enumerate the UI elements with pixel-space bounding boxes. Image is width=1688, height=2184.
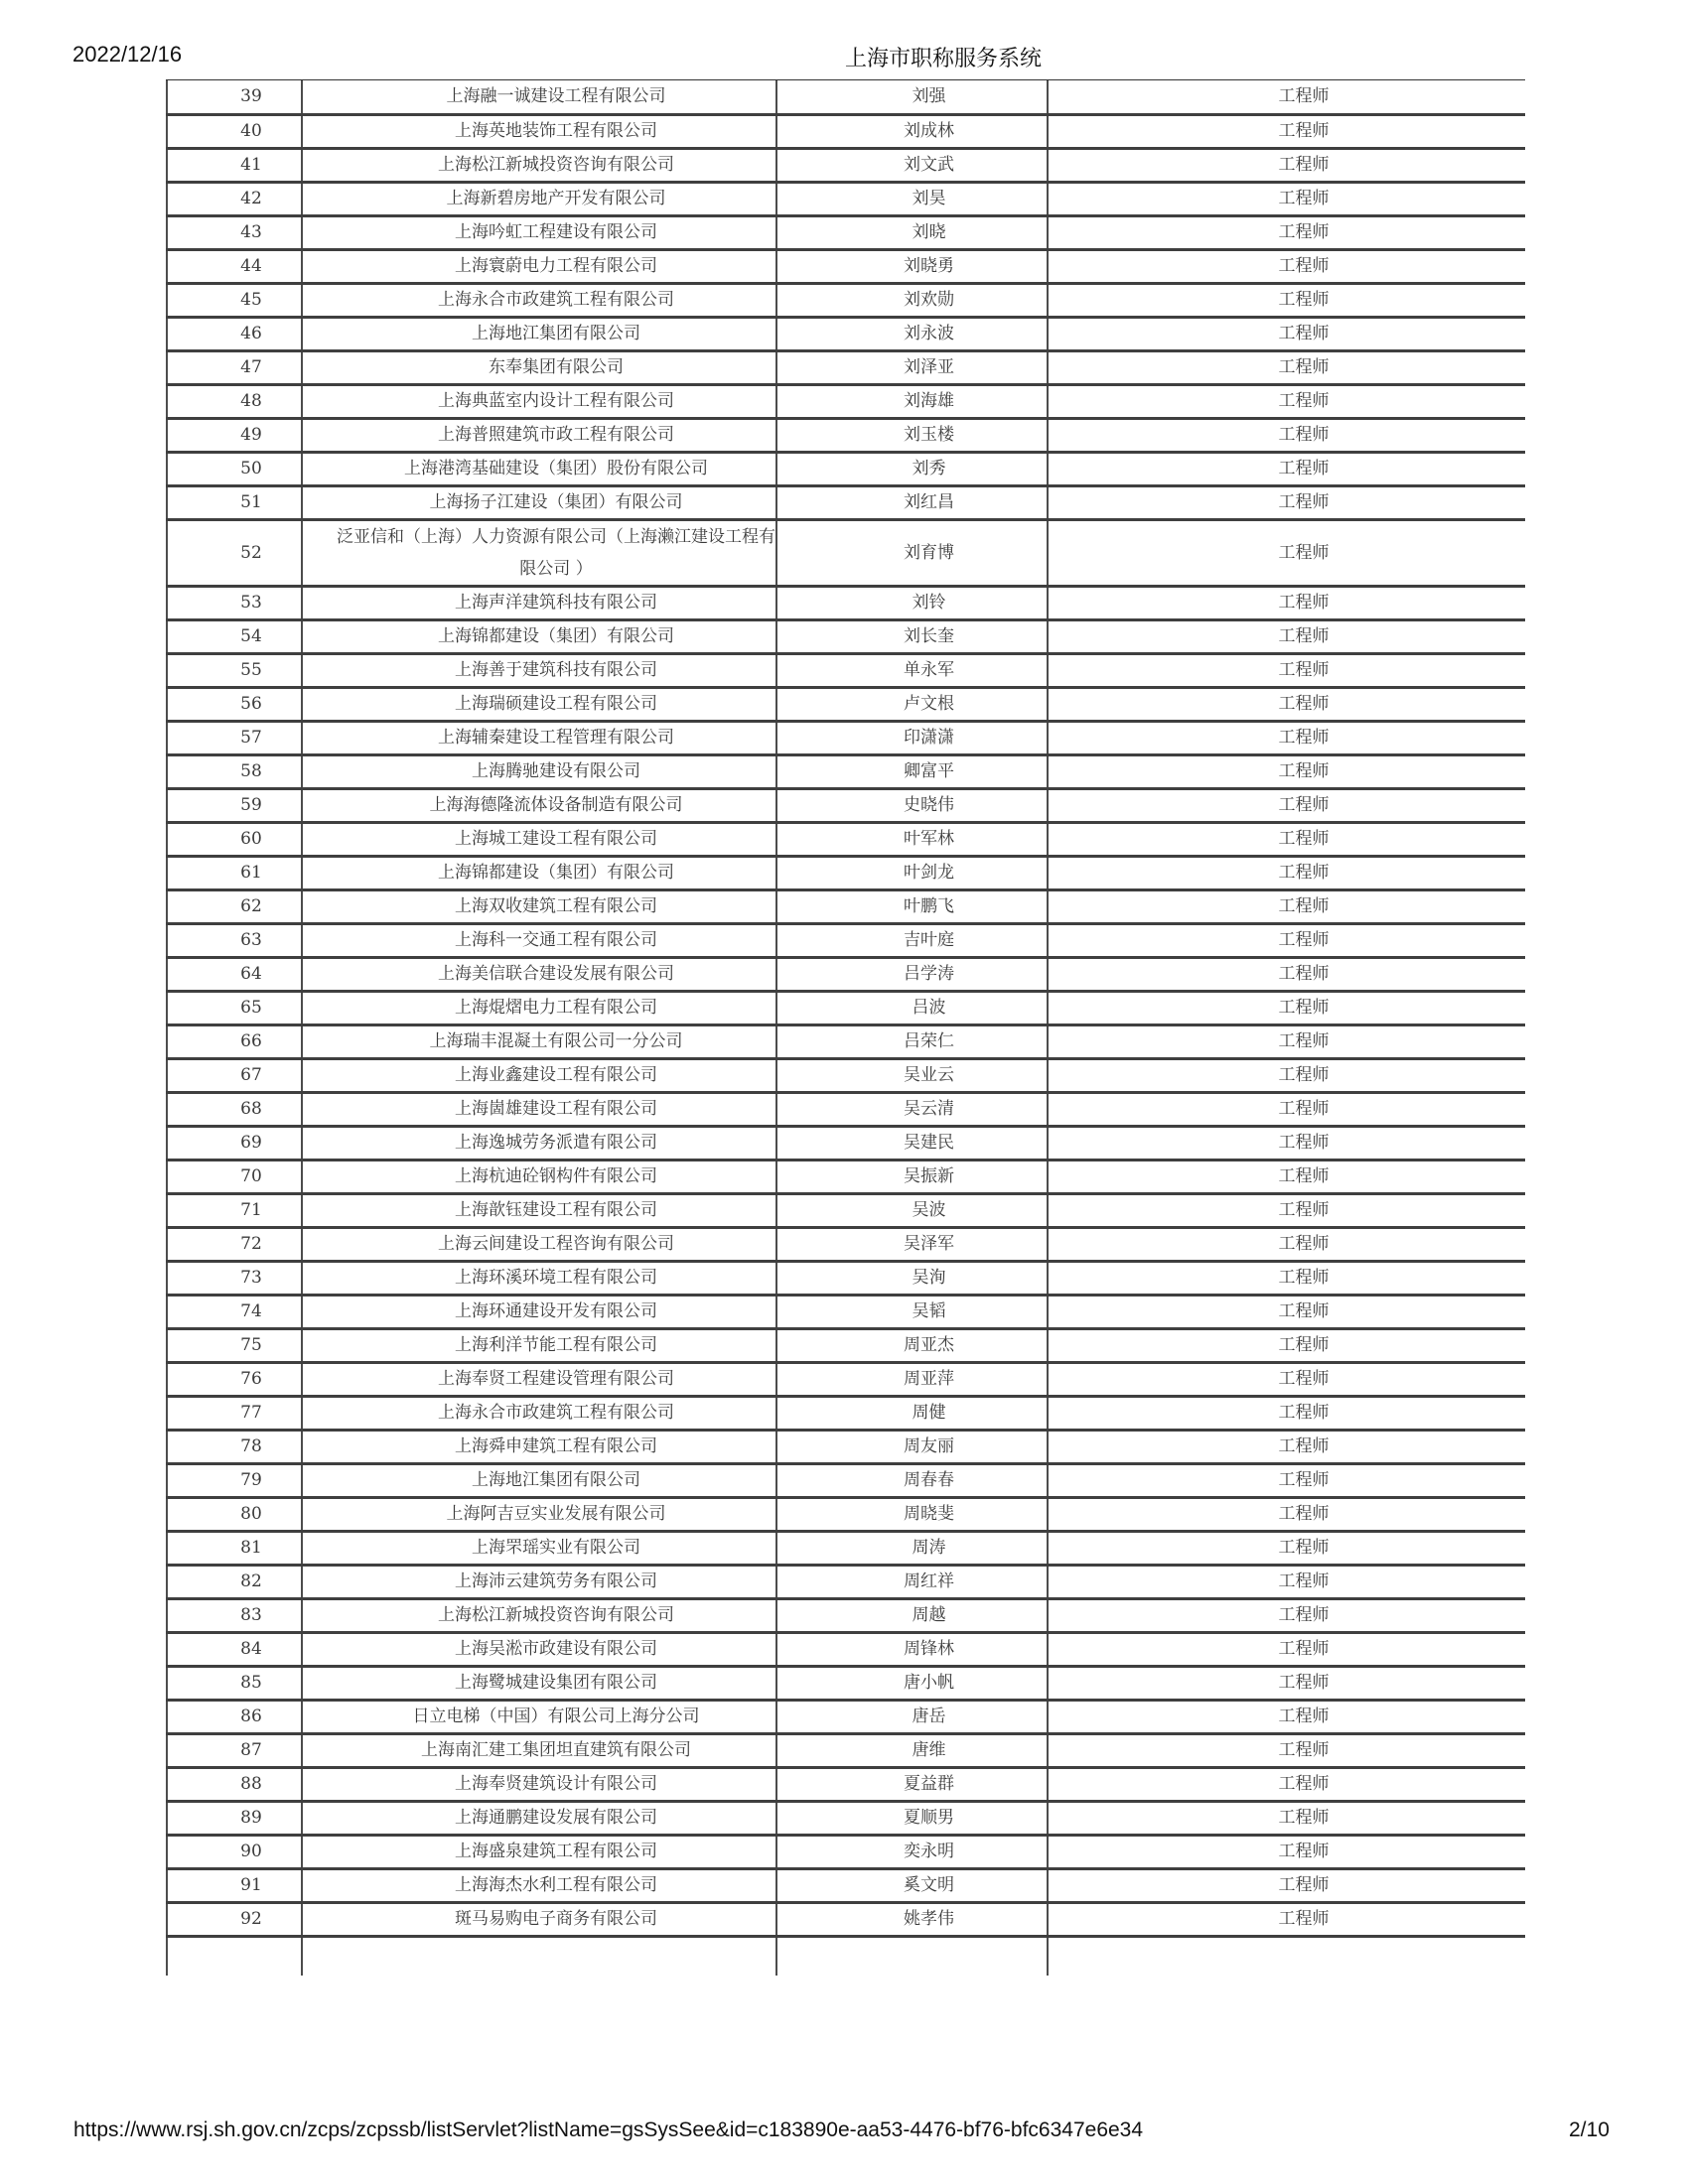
table-row xyxy=(167,1058,1525,1092)
company-cell: 上海奉贤建筑设计有限公司 xyxy=(302,1767,776,1801)
person-name-cell: 刘秀 xyxy=(776,452,1048,485)
table-row xyxy=(167,519,1525,586)
professional-title-cell: 工程师 xyxy=(1048,1801,1525,1835)
row-number-cell: 86 xyxy=(167,1700,302,1733)
company-cell: 上海双收建筑工程有限公司 xyxy=(302,889,776,923)
table-row xyxy=(167,1531,1525,1565)
table-row xyxy=(167,1430,1525,1463)
table-row xyxy=(167,215,1525,249)
company-cell: 上海通鹏建设发展有限公司 xyxy=(302,1801,776,1835)
person-name-cell: 叶鹏飞 xyxy=(776,889,1048,923)
person-name-cell: 吴业云 xyxy=(776,1058,1048,1092)
company-cell: 上海奉贤工程建设管理有限公司 xyxy=(302,1362,776,1396)
table-row xyxy=(167,452,1525,485)
professional-title-cell: 工程师 xyxy=(1048,148,1525,182)
result-table xyxy=(166,80,1525,1976)
table-row xyxy=(167,114,1525,148)
table-row xyxy=(167,1632,1525,1666)
page-title: 上海市职称服务系统 xyxy=(844,47,1042,71)
row-number-cell: 92 xyxy=(167,1902,302,1936)
row-number-cell: 76 xyxy=(167,1362,302,1396)
company-cell: 上海海德隆流体设备制造有限公司 xyxy=(302,788,776,822)
person-name-cell: 唐维 xyxy=(776,1733,1048,1767)
professional-title-cell: 工程师 xyxy=(1048,1160,1525,1193)
company-cell: 上海吟虹工程建设有限公司 xyxy=(302,215,776,249)
person-name-cell: 史晓伟 xyxy=(776,788,1048,822)
person-name-cell: 叶军林 xyxy=(776,822,1048,856)
professional-title-cell: 工程师 xyxy=(1048,1767,1525,1801)
row-number-cell: 46 xyxy=(167,317,302,350)
professional-title-cell: 工程师 xyxy=(1048,1430,1525,1463)
table-row xyxy=(167,1565,1525,1598)
company-cell: 上海寰蔚电力工程有限公司 xyxy=(302,249,776,283)
professional-title-cell: 工程师 xyxy=(1048,1463,1525,1497)
professional-title-cell: 工程师 xyxy=(1048,687,1525,721)
company-cell: 上海地江集团有限公司 xyxy=(302,1463,776,1497)
company-cell: 上海永合市政建筑工程有限公司 xyxy=(302,1396,776,1430)
company-cell: 上海瑞硕建设工程有限公司 xyxy=(302,687,776,721)
person-name-cell: 周越 xyxy=(776,1598,1048,1632)
person-name-cell: 刘铃 xyxy=(776,586,1048,619)
table-row xyxy=(167,822,1525,856)
professional-title-cell: 工程师 xyxy=(1048,1328,1525,1362)
professional-title-cell: 工程师 xyxy=(1048,1902,1525,1936)
row-number-cell: 78 xyxy=(167,1430,302,1463)
professional-title-cell: 工程师 xyxy=(1048,249,1525,283)
professional-title-cell: 工程师 xyxy=(1048,889,1525,923)
company-cell: 上海腾驰建设有限公司 xyxy=(302,754,776,788)
row-number-cell: 67 xyxy=(167,1058,302,1092)
table-row xyxy=(167,991,1525,1024)
professional-title-cell: 工程师 xyxy=(1048,586,1525,619)
row-number-cell: 62 xyxy=(167,889,302,923)
company-cell: 斑马易购电子商务有限公司 xyxy=(302,1902,776,1936)
company-cell: 上海业鑫建设工程有限公司 xyxy=(302,1058,776,1092)
row-number-cell: 73 xyxy=(167,1261,302,1295)
row-number-cell: 55 xyxy=(167,653,302,687)
row-number-cell: 61 xyxy=(167,856,302,889)
table-row xyxy=(167,350,1525,384)
row-number-cell: 81 xyxy=(167,1531,302,1565)
row-number-cell: 80 xyxy=(167,1497,302,1531)
person-name-cell: 刘文武 xyxy=(776,148,1048,182)
row-number-cell: 77 xyxy=(167,1396,302,1430)
row-number-cell: 49 xyxy=(167,418,302,452)
row-number-cell: 83 xyxy=(167,1598,302,1632)
table-row xyxy=(167,619,1525,653)
row-number-cell: 43 xyxy=(167,215,302,249)
person-name-cell: 夏益群 xyxy=(776,1767,1048,1801)
company-cell: 上海瑞丰混凝土有限公司一分公司 xyxy=(302,1024,776,1058)
company-cell: 上海海杰水利工程有限公司 xyxy=(302,1868,776,1902)
row-number-cell: 85 xyxy=(167,1666,302,1700)
table-row xyxy=(167,1902,1525,1936)
company-cell: 上海罘瑶实业有限公司 xyxy=(302,1531,776,1565)
row-number-cell: 53 xyxy=(167,586,302,619)
professional-title-cell: 工程师 xyxy=(1048,1227,1525,1261)
table-row xyxy=(167,80,1525,114)
company-cell: 上海崮雄建设工程有限公司 xyxy=(302,1092,776,1126)
professional-title-cell: 工程师 xyxy=(1048,283,1525,317)
person-name-cell: 刘红昌 xyxy=(776,485,1048,519)
person-name-cell: 唐小帆 xyxy=(776,1666,1048,1700)
professional-title-cell: 工程师 xyxy=(1048,1868,1525,1902)
person-name-cell: 周锋林 xyxy=(776,1632,1048,1666)
person-name-cell: 吴建民 xyxy=(776,1126,1048,1160)
table-row xyxy=(167,1868,1525,1902)
person-name-cell: 刘长奎 xyxy=(776,619,1048,653)
company-cell: 泛亚信和（上海）人力资源有限公司（上海濑江建设工程有限公司 ） xyxy=(302,519,776,586)
person-name-cell: 吴振新 xyxy=(776,1160,1048,1193)
company-cell: 上海港湾基础建设（集团）股份有限公司 xyxy=(302,452,776,485)
row-number-cell: 58 xyxy=(167,754,302,788)
table-row xyxy=(167,957,1525,991)
person-name-cell: 奕永明 xyxy=(776,1835,1048,1868)
person-name-cell: 奚文明 xyxy=(776,1868,1048,1902)
table-row xyxy=(167,418,1525,452)
table-row xyxy=(167,1396,1525,1430)
table-row xyxy=(167,1733,1525,1767)
row-number-cell: 41 xyxy=(167,148,302,182)
professional-title-cell: 工程师 xyxy=(1048,182,1525,215)
professional-title-cell: 工程师 xyxy=(1048,114,1525,148)
person-name-cell: 刘成林 xyxy=(776,114,1048,148)
person-name-cell: 周涛 xyxy=(776,1531,1048,1565)
professional-title-cell: 工程师 xyxy=(1048,1666,1525,1700)
row-number-cell: 48 xyxy=(167,384,302,418)
table-row xyxy=(167,249,1525,283)
company-cell: 上海沛云建筑劳务有限公司 xyxy=(302,1565,776,1598)
table-row xyxy=(167,1227,1525,1261)
row-number-cell: 79 xyxy=(167,1463,302,1497)
company-cell: 上海锦都建设（集团）有限公司 xyxy=(302,619,776,653)
company-cell: 上海融一诚建设工程有限公司 xyxy=(302,80,776,114)
professional-title-cell: 工程师 xyxy=(1048,923,1525,957)
person-name-cell: 印潇潇 xyxy=(776,721,1048,754)
company-cell: 上海盛泉建筑工程有限公司 xyxy=(302,1835,776,1868)
print-date: 2022/12/16 xyxy=(72,42,183,67)
table-row xyxy=(167,317,1525,350)
row-number-cell: 88 xyxy=(167,1767,302,1801)
row-number-cell: 60 xyxy=(167,822,302,856)
company-cell: 上海松江新城投资咨询有限公司 xyxy=(302,148,776,182)
person-name-cell: 夏顺男 xyxy=(776,1801,1048,1835)
person-name-cell: 吕学涛 xyxy=(776,957,1048,991)
professional-title-cell: 工程师 xyxy=(1048,1295,1525,1328)
company-cell: 上海扬子江建设（集团）有限公司 xyxy=(302,485,776,519)
person-name-cell: 刘玉楼 xyxy=(776,418,1048,452)
person-name-cell: 叶剑龙 xyxy=(776,856,1048,889)
row-number-cell: 66 xyxy=(167,1024,302,1058)
company-cell: 上海普照建筑市政工程有限公司 xyxy=(302,418,776,452)
company-cell: 上海英地装饰工程有限公司 xyxy=(302,114,776,148)
professional-title-cell: 工程师 xyxy=(1048,856,1525,889)
row-number-cell: 57 xyxy=(167,721,302,754)
table-row xyxy=(167,1497,1525,1531)
person-name-cell: 刘泽亚 xyxy=(776,350,1048,384)
professional-title-cell: 工程师 xyxy=(1048,957,1525,991)
professional-title-cell: 工程师 xyxy=(1048,485,1525,519)
person-name-cell: 吴云清 xyxy=(776,1092,1048,1126)
page-url: https://www.rsj.sh.gov.cn/zcps/zcpssb/listServlet?listName=gsSysSee&id=c183890e-aa53-4476-bf76-bfc6347e6e34 xyxy=(73,2118,1144,2141)
row-number-cell: 71 xyxy=(167,1193,302,1227)
empty-cell xyxy=(776,1936,1048,1976)
company-cell: 上海吴淞市政建设有限公司 xyxy=(302,1632,776,1666)
professional-title-cell: 工程师 xyxy=(1048,1058,1525,1092)
person-name-cell: 吴韬 xyxy=(776,1295,1048,1328)
professional-title-cell: 工程师 xyxy=(1048,1193,1525,1227)
professional-title-cell: 工程师 xyxy=(1048,1835,1525,1868)
professional-title-cell: 工程师 xyxy=(1048,1024,1525,1058)
table-row xyxy=(167,788,1525,822)
person-name-cell: 吕荣仁 xyxy=(776,1024,1048,1058)
company-cell: 上海科一交通工程有限公司 xyxy=(302,923,776,957)
row-number-cell: 47 xyxy=(167,350,302,384)
professional-title-cell: 工程师 xyxy=(1048,822,1525,856)
company-cell: 上海云间建设工程咨询有限公司 xyxy=(302,1227,776,1261)
company-cell: 日立电梯（中国）有限公司上海分公司 xyxy=(302,1700,776,1733)
row-number-cell: 84 xyxy=(167,1632,302,1666)
professional-title-cell: 工程师 xyxy=(1048,1565,1525,1598)
row-number-cell: 75 xyxy=(167,1328,302,1362)
professional-title-cell: 工程师 xyxy=(1048,1632,1525,1666)
person-name-cell: 刘欢勋 xyxy=(776,283,1048,317)
row-number-cell: 42 xyxy=(167,182,302,215)
table-row xyxy=(167,653,1525,687)
person-name-cell: 周健 xyxy=(776,1396,1048,1430)
table-row xyxy=(167,889,1525,923)
row-number-cell: 87 xyxy=(167,1733,302,1767)
professional-title-cell: 工程师 xyxy=(1048,384,1525,418)
professional-title-cell: 工程师 xyxy=(1048,1733,1525,1767)
row-number-cell: 91 xyxy=(167,1868,302,1902)
company-cell: 上海环通建设开发有限公司 xyxy=(302,1295,776,1328)
table-row xyxy=(167,856,1525,889)
professional-title-cell: 工程师 xyxy=(1048,350,1525,384)
row-number-cell: 74 xyxy=(167,1295,302,1328)
person-name-cell: 周亚萍 xyxy=(776,1362,1048,1396)
company-cell: 上海焜熠电力工程有限公司 xyxy=(302,991,776,1024)
company-cell: 上海舜申建筑工程有限公司 xyxy=(302,1430,776,1463)
row-number-cell: 51 xyxy=(167,485,302,519)
table-row xyxy=(167,721,1525,754)
company-cell: 上海杭迪砼钢构件有限公司 xyxy=(302,1160,776,1193)
row-number-cell: 82 xyxy=(167,1565,302,1598)
row-number-cell: 50 xyxy=(167,452,302,485)
table-row xyxy=(167,148,1525,182)
table-row xyxy=(167,283,1525,317)
professional-title-cell: 工程师 xyxy=(1048,452,1525,485)
company-cell: 上海逸城劳务派遣有限公司 xyxy=(302,1126,776,1160)
table-row xyxy=(167,1328,1525,1362)
company-cell: 上海永合市政建筑工程有限公司 xyxy=(302,283,776,317)
person-name-cell: 周红祥 xyxy=(776,1565,1048,1598)
person-name-cell: 周友丽 xyxy=(776,1430,1048,1463)
professional-title-cell: 工程师 xyxy=(1048,1531,1525,1565)
professional-title-cell: 工程师 xyxy=(1048,788,1525,822)
company-cell: 上海典蓝室内设计工程有限公司 xyxy=(302,384,776,418)
professional-title-cell: 工程师 xyxy=(1048,418,1525,452)
professional-title-cell: 工程师 xyxy=(1048,1497,1525,1531)
row-number-cell: 69 xyxy=(167,1126,302,1160)
person-name-cell: 刘育博 xyxy=(776,519,1048,586)
empty-cell xyxy=(1048,1936,1525,1976)
person-name-cell: 刘永波 xyxy=(776,317,1048,350)
person-name-cell: 卿富平 xyxy=(776,754,1048,788)
table-row xyxy=(167,1126,1525,1160)
company-cell: 上海辅秦建设工程管理有限公司 xyxy=(302,721,776,754)
row-number-cell: 89 xyxy=(167,1801,302,1835)
professional-title-cell: 工程师 xyxy=(1048,1092,1525,1126)
table-row xyxy=(167,1261,1525,1295)
row-number-cell: 39 xyxy=(167,80,302,114)
company-cell: 上海地江集团有限公司 xyxy=(302,317,776,350)
company-cell: 上海锦都建设（集团）有限公司 xyxy=(302,856,776,889)
empty-cell xyxy=(302,1936,776,1976)
company-cell: 上海善于建筑科技有限公司 xyxy=(302,653,776,687)
company-cell: 上海新碧房地产开发有限公司 xyxy=(302,182,776,215)
row-number-cell: 56 xyxy=(167,687,302,721)
table-row xyxy=(167,1092,1525,1126)
professional-title-cell: 工程师 xyxy=(1048,1362,1525,1396)
table-row xyxy=(167,1835,1525,1868)
company-cell: 上海美信联合建设发展有限公司 xyxy=(302,957,776,991)
professional-title-cell: 工程师 xyxy=(1048,1396,1525,1430)
table-row xyxy=(167,1160,1525,1193)
person-name-cell: 吴波 xyxy=(776,1193,1048,1227)
company-cell: 上海利洋节能工程有限公司 xyxy=(302,1328,776,1362)
row-number-cell: 45 xyxy=(167,283,302,317)
person-name-cell: 吴泽军 xyxy=(776,1227,1048,1261)
row-number-cell: 52 xyxy=(167,519,302,586)
company-cell: 上海歆钰建设工程有限公司 xyxy=(302,1193,776,1227)
company-cell: 上海城工建设工程有限公司 xyxy=(302,822,776,856)
professional-title-cell: 工程师 xyxy=(1048,653,1525,687)
row-number-cell: 65 xyxy=(167,991,302,1024)
professional-title-cell: 工程师 xyxy=(1048,991,1525,1024)
person-name-cell: 吴洵 xyxy=(776,1261,1048,1295)
professional-title-cell: 工程师 xyxy=(1048,754,1525,788)
table-row xyxy=(167,1362,1525,1396)
table-row xyxy=(167,1295,1525,1328)
professional-title-cell: 工程师 xyxy=(1048,721,1525,754)
person-name-cell: 刘昊 xyxy=(776,182,1048,215)
row-number-cell: 90 xyxy=(167,1835,302,1868)
company-cell: 上海环溪环境工程有限公司 xyxy=(302,1261,776,1295)
result-table-container xyxy=(166,79,1525,2109)
person-name-cell: 卢文根 xyxy=(776,687,1048,721)
row-number-cell: 44 xyxy=(167,249,302,283)
person-name-cell: 周亚杰 xyxy=(776,1328,1048,1362)
row-number-cell: 72 xyxy=(167,1227,302,1261)
professional-title-cell: 工程师 xyxy=(1048,1700,1525,1733)
professional-title-cell: 工程师 xyxy=(1048,215,1525,249)
table-row xyxy=(167,1598,1525,1632)
result-table-body xyxy=(167,80,1525,1976)
table-row xyxy=(167,754,1525,788)
professional-title-cell: 工程师 xyxy=(1048,1598,1525,1632)
person-name-cell: 单永军 xyxy=(776,653,1048,687)
person-name-cell: 刘海雄 xyxy=(776,384,1048,418)
page-number: 2/10 xyxy=(1569,2118,1610,2141)
professional-title-cell: 工程师 xyxy=(1048,1261,1525,1295)
table-row xyxy=(167,1463,1525,1497)
table-row xyxy=(167,1801,1525,1835)
table-row xyxy=(167,1193,1525,1227)
person-name-cell: 周春春 xyxy=(776,1463,1048,1497)
professional-title-cell: 工程师 xyxy=(1048,519,1525,586)
person-name-cell: 刘晓 xyxy=(776,215,1048,249)
table-row xyxy=(167,1700,1525,1733)
company-cell: 上海南汇建工集团坦直建筑有限公司 xyxy=(302,1733,776,1767)
professional-title-cell: 工程师 xyxy=(1048,80,1525,114)
company-cell: 上海鹭城建设集团有限公司 xyxy=(302,1666,776,1700)
person-name-cell: 吉叶庭 xyxy=(776,923,1048,957)
professional-title-cell: 工程师 xyxy=(1048,317,1525,350)
person-name-cell: 刘强 xyxy=(776,80,1048,114)
professional-title-cell: 工程师 xyxy=(1048,1126,1525,1160)
table-row xyxy=(167,1767,1525,1801)
empty-cell xyxy=(167,1936,302,1976)
person-name-cell: 姚孝伟 xyxy=(776,1902,1048,1936)
row-number-cell: 40 xyxy=(167,114,302,148)
company-cell: 上海松江新城投资咨询有限公司 xyxy=(302,1598,776,1632)
professional-title-cell: 工程师 xyxy=(1048,619,1525,653)
table-row-partial xyxy=(167,1936,1525,1976)
company-cell: 上海声洋建筑科技有限公司 xyxy=(302,586,776,619)
person-name-cell: 周晓斐 xyxy=(776,1497,1048,1531)
table-row xyxy=(167,384,1525,418)
row-number-cell: 68 xyxy=(167,1092,302,1126)
table-row xyxy=(167,923,1525,957)
row-number-cell: 70 xyxy=(167,1160,302,1193)
row-number-cell: 54 xyxy=(167,619,302,653)
person-name-cell: 吕波 xyxy=(776,991,1048,1024)
row-number-cell: 63 xyxy=(167,923,302,957)
person-name-cell: 唐岳 xyxy=(776,1700,1048,1733)
table-row xyxy=(167,485,1525,519)
table-row xyxy=(167,1666,1525,1700)
table-row xyxy=(167,586,1525,619)
table-row xyxy=(167,182,1525,215)
person-name-cell: 刘晓勇 xyxy=(776,249,1048,283)
table-row xyxy=(167,687,1525,721)
row-number-cell: 59 xyxy=(167,788,302,822)
company-cell: 东奉集团有限公司 xyxy=(302,350,776,384)
row-number-cell: 64 xyxy=(167,957,302,991)
table-row xyxy=(167,1024,1525,1058)
company-cell: 上海阿吉豆实业发展有限公司 xyxy=(302,1497,776,1531)
